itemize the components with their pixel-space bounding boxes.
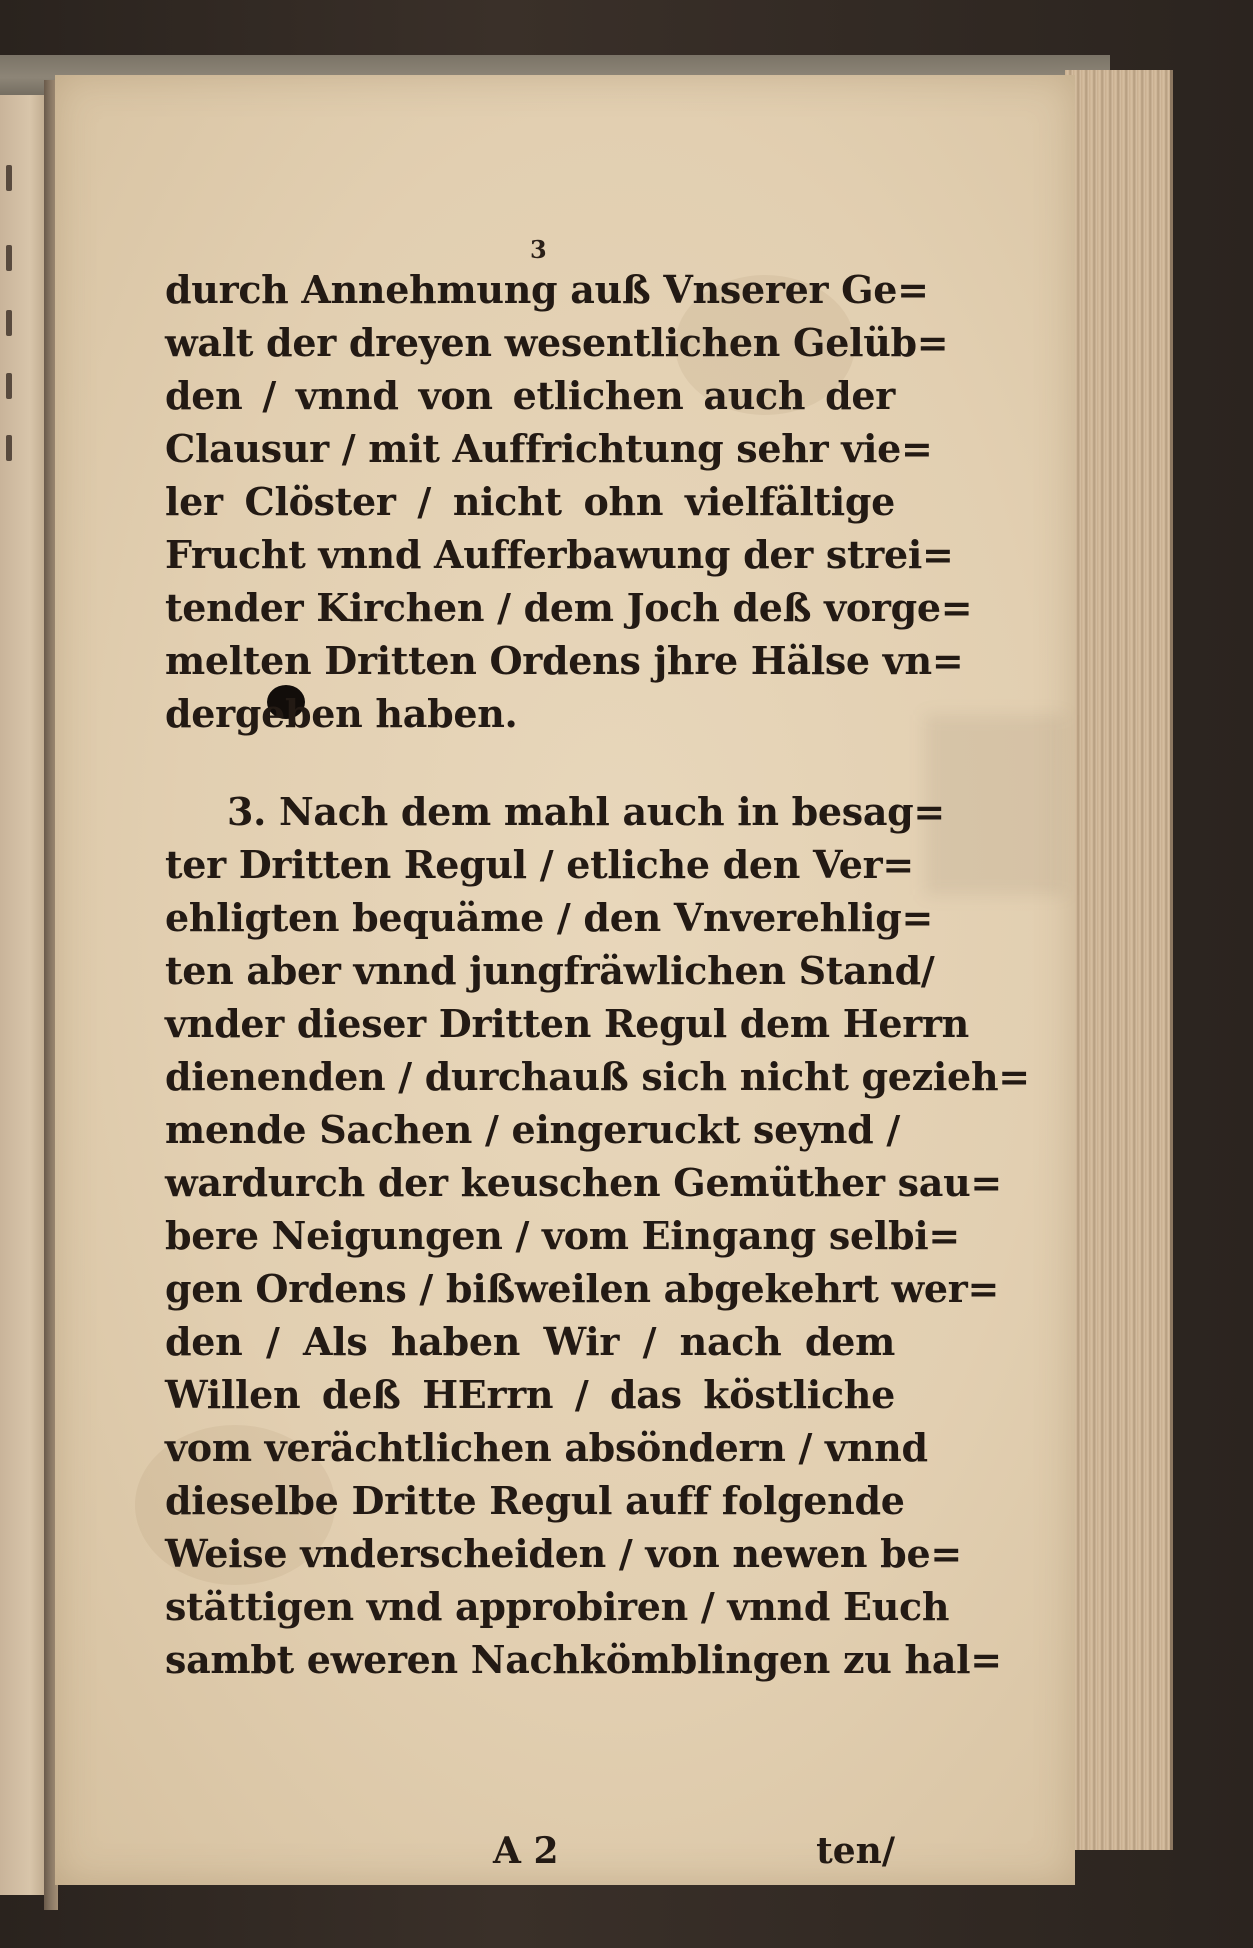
text-line: ler Clöster / nicht ohn vielfältige [165, 479, 895, 524]
text-line: tender Kirchen / dem Joch deß vorge= [165, 585, 973, 630]
text-line: vom verächtlichen absöndern / vnnd [165, 1425, 928, 1470]
text-line: ten aber vnnd jungfräwlichen Stand/ [165, 948, 935, 993]
text-line: Clausur / mit Auffrichtung sehr vie= [165, 426, 933, 471]
text-line: Frucht vnnd Aufferbawung der strei= [165, 532, 954, 577]
show-through [925, 715, 1065, 895]
text-line: dieselbe Dritte Regul auff folgende [165, 1478, 905, 1523]
text-line: melten Dritten Ordens jhre Hälse vn= [165, 638, 964, 683]
text-line: durch Annehmung auß Vnserer Ge= [165, 267, 929, 312]
page-edges [1065, 70, 1173, 1850]
text-line: ter Dritten Regul / etliche den Ver= [165, 842, 914, 887]
text-line: 3. Nach dem mahl auch in besag= [227, 789, 945, 834]
text-line: mende Sachen / eingeruckt seynd / [165, 1107, 900, 1152]
text-line: sambt eweren Nachkömblingen zu hal= [165, 1637, 1002, 1682]
signature-mark: A 2 [493, 1830, 559, 1872]
catchword: ten/ [816, 1830, 895, 1872]
text-line: vnder dieser Dritten Regul dem Herrn [165, 1001, 970, 1046]
text-line: dienenden / durchauß sich nicht gezieh= [165, 1054, 1030, 1099]
paragraph-gap [165, 740, 895, 785]
facing-page-ink-mark [6, 310, 12, 336]
text-line: bere Neigungen / vom Eingang selbi= [165, 1213, 960, 1258]
text-line: Weise vnderscheiden / von newen be= [165, 1531, 962, 1576]
text-line: dergeben haben. [165, 691, 518, 736]
text-line: ehligten bequäme / den Vnverehlig= [165, 895, 934, 940]
page-footer [165, 1830, 895, 1880]
main-text [165, 263, 1030, 1686]
text-line: den / vnnd von etlichen auch der [165, 373, 895, 418]
text-line: stättigen vnd approbiren / vnnd Euch [165, 1584, 950, 1629]
text-line: den / Als haben Wir / nach dem [165, 1319, 895, 1364]
text-line: wardurch der keuschen Gemüther sau= [165, 1160, 1002, 1205]
book-page [55, 75, 1075, 1885]
facing-page-ink-mark [6, 245, 12, 271]
text-line: walt der dreyen wesentlichen Gelüb= [165, 320, 949, 365]
facing-page-ink-mark [6, 165, 12, 191]
facing-page-ink-mark [6, 373, 12, 399]
page-header-mark: 3 [530, 235, 547, 264]
facing-page-ink-mark [6, 435, 12, 461]
text-line: gen Ordens / bißweilen abgekehrt wer= [165, 1266, 1000, 1311]
text-line: Willen deß HErrn / das köstliche [165, 1372, 895, 1417]
facing-page-edge [0, 95, 50, 1895]
